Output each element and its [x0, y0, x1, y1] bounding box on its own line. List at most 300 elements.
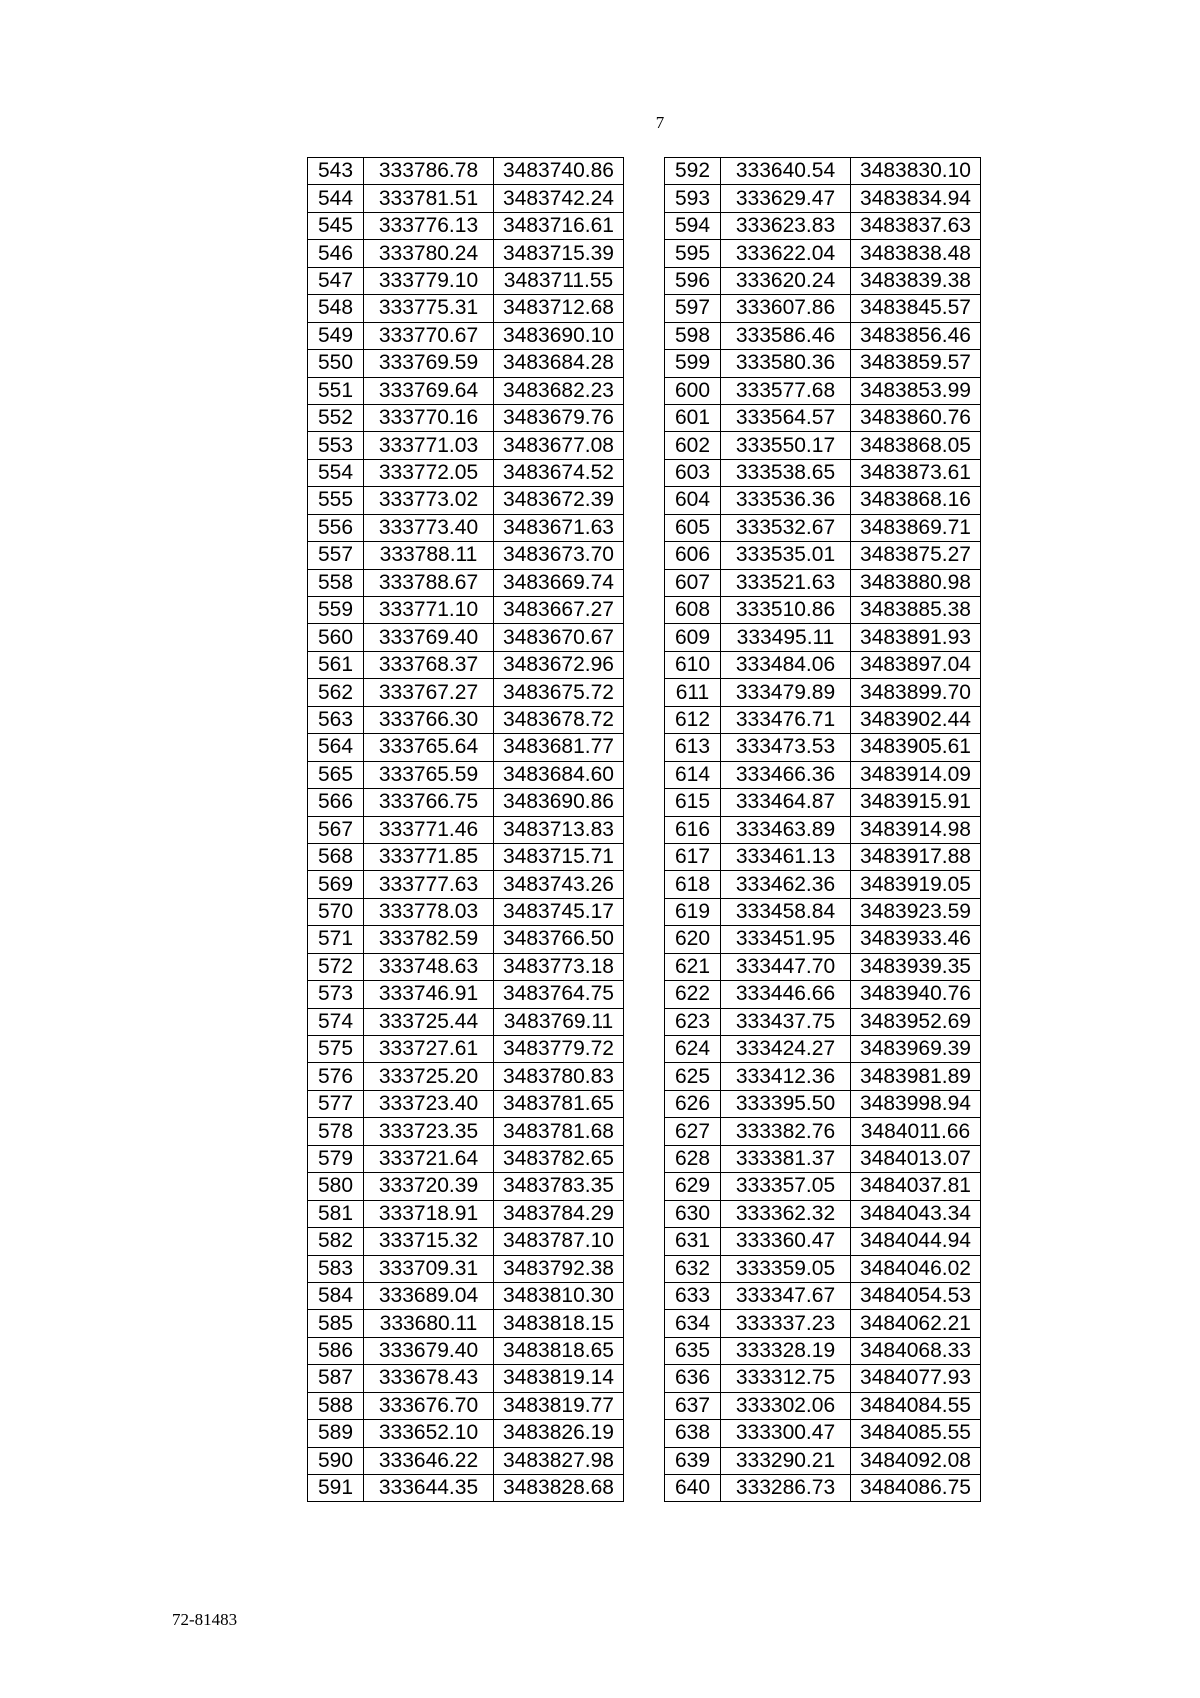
table-row — [308, 1420, 624, 1447]
table-row — [665, 597, 981, 624]
x-coordinate-cell: 333767.27 — [364, 679, 494, 706]
point-number-cell: 569 — [308, 871, 364, 898]
x-coordinate-cell: 333451.95 — [721, 926, 851, 953]
point-number-cell: 600 — [665, 377, 721, 404]
table-row — [308, 267, 624, 294]
y-coordinate-cell: 3483783.35 — [494, 1173, 624, 1200]
x-coordinate-cell: 333765.64 — [364, 734, 494, 761]
y-coordinate-cell: 3483773.18 — [494, 953, 624, 980]
point-number-cell: 546 — [308, 240, 364, 267]
table-row — [665, 706, 981, 733]
table-row — [665, 1365, 981, 1392]
x-coordinate-cell: 333723.40 — [364, 1090, 494, 1117]
point-number-cell: 597 — [665, 295, 721, 322]
y-coordinate-cell: 3483781.68 — [494, 1118, 624, 1145]
table-row — [665, 185, 981, 212]
y-coordinate-cell: 3483669.74 — [494, 569, 624, 596]
x-coordinate-cell: 333766.30 — [364, 706, 494, 733]
x-coordinate-cell: 333781.51 — [364, 185, 494, 212]
point-number-cell: 567 — [308, 816, 364, 843]
point-number-cell: 570 — [308, 898, 364, 925]
x-coordinate-cell: 333676.70 — [364, 1392, 494, 1419]
point-number-cell: 627 — [665, 1118, 721, 1145]
x-coordinate-cell: 333302.06 — [721, 1392, 851, 1419]
y-coordinate-cell: 3483780.83 — [494, 1063, 624, 1090]
table-row — [665, 295, 981, 322]
x-coordinate-cell: 333777.63 — [364, 871, 494, 898]
y-coordinate-cell: 3483784.29 — [494, 1200, 624, 1227]
table-row — [665, 898, 981, 925]
x-coordinate-cell: 333769.64 — [364, 377, 494, 404]
y-coordinate-cell: 3483819.77 — [494, 1392, 624, 1419]
table-row — [308, 871, 624, 898]
y-coordinate-cell: 3483880.98 — [851, 569, 981, 596]
x-coordinate-cell: 333768.37 — [364, 651, 494, 678]
table-row — [665, 1008, 981, 1035]
table-row — [665, 1282, 981, 1309]
y-coordinate-cell: 3483939.35 — [851, 953, 981, 980]
x-coordinate-cell: 333788.11 — [364, 542, 494, 569]
x-coordinate-cell: 333447.70 — [721, 953, 851, 980]
table-row — [308, 651, 624, 678]
y-coordinate-cell: 3484037.81 — [851, 1173, 981, 1200]
table-row — [308, 542, 624, 569]
x-coordinate-cell: 333462.36 — [721, 871, 851, 898]
y-coordinate-cell: 3483869.71 — [851, 514, 981, 541]
y-coordinate-cell: 3483715.71 — [494, 843, 624, 870]
x-coordinate-cell: 333464.87 — [721, 789, 851, 816]
y-coordinate-cell: 3483933.46 — [851, 926, 981, 953]
x-coordinate-cell: 333458.84 — [721, 898, 851, 925]
table-row — [308, 1365, 624, 1392]
x-coordinate-cell: 333771.85 — [364, 843, 494, 870]
x-coordinate-cell: 333532.67 — [721, 514, 851, 541]
point-number-cell: 588 — [308, 1392, 364, 1419]
point-number-cell: 560 — [308, 624, 364, 651]
y-coordinate-cell: 3483682.23 — [494, 377, 624, 404]
x-coordinate-cell: 333652.10 — [364, 1420, 494, 1447]
point-number-cell: 624 — [665, 1036, 721, 1063]
coordinate-table-left — [307, 157, 624, 1502]
table-row — [665, 1310, 981, 1337]
point-number-cell: 543 — [308, 158, 364, 185]
point-number-cell: 615 — [665, 789, 721, 816]
x-coordinate-cell: 333680.11 — [364, 1310, 494, 1337]
y-coordinate-cell: 3483766.50 — [494, 926, 624, 953]
x-coordinate-cell: 333362.32 — [721, 1200, 851, 1227]
x-coordinate-cell: 333778.03 — [364, 898, 494, 925]
y-coordinate-cell: 3483919.05 — [851, 871, 981, 898]
table-row — [308, 734, 624, 761]
point-number-cell: 592 — [665, 158, 721, 185]
y-coordinate-cell: 3483671.63 — [494, 514, 624, 541]
point-number-cell: 596 — [665, 267, 721, 294]
point-number-cell: 547 — [308, 267, 364, 294]
table-row — [308, 1337, 624, 1364]
point-number-cell: 582 — [308, 1228, 364, 1255]
x-coordinate-cell: 333538.65 — [721, 459, 851, 486]
y-coordinate-cell: 3483678.72 — [494, 706, 624, 733]
y-coordinate-cell: 3483792.38 — [494, 1255, 624, 1282]
y-coordinate-cell: 3483769.11 — [494, 1008, 624, 1035]
table-row — [308, 322, 624, 349]
y-coordinate-cell: 3483712.68 — [494, 295, 624, 322]
x-coordinate-cell: 333646.22 — [364, 1447, 494, 1474]
x-coordinate-cell: 333424.27 — [721, 1036, 851, 1063]
y-coordinate-cell: 3484084.55 — [851, 1392, 981, 1419]
y-coordinate-cell: 3483827.98 — [494, 1447, 624, 1474]
table-row — [665, 926, 981, 953]
table-row — [308, 597, 624, 624]
point-number-cell: 616 — [665, 816, 721, 843]
point-number-cell: 564 — [308, 734, 364, 761]
point-number-cell: 633 — [665, 1282, 721, 1309]
x-coordinate-cell: 333771.46 — [364, 816, 494, 843]
table-row — [308, 1392, 624, 1419]
x-coordinate-cell: 333776.13 — [364, 212, 494, 239]
point-number-cell: 601 — [665, 404, 721, 431]
y-coordinate-cell: 3483914.09 — [851, 761, 981, 788]
x-coordinate-cell: 333535.01 — [721, 542, 851, 569]
point-number-cell: 593 — [665, 185, 721, 212]
table-row — [665, 761, 981, 788]
y-coordinate-cell: 3483674.52 — [494, 459, 624, 486]
point-number-cell: 635 — [665, 1337, 721, 1364]
y-coordinate-cell: 3483743.26 — [494, 871, 624, 898]
point-number-cell: 632 — [665, 1255, 721, 1282]
x-coordinate-cell: 333586.46 — [721, 322, 851, 349]
x-coordinate-cell: 333623.83 — [721, 212, 851, 239]
y-coordinate-cell: 3483684.28 — [494, 350, 624, 377]
x-coordinate-cell: 333412.36 — [721, 1063, 851, 1090]
y-coordinate-cell: 3484068.33 — [851, 1337, 981, 1364]
table-row — [308, 1228, 624, 1255]
table-row — [665, 377, 981, 404]
table-row — [665, 1036, 981, 1063]
y-coordinate-cell: 3483684.60 — [494, 761, 624, 788]
point-number-cell: 607 — [665, 569, 721, 596]
x-coordinate-cell: 333644.35 — [364, 1475, 494, 1502]
table-row — [308, 1145, 624, 1172]
x-coordinate-cell: 333337.23 — [721, 1310, 851, 1337]
y-coordinate-cell: 3483670.67 — [494, 624, 624, 651]
table-row — [665, 569, 981, 596]
y-coordinate-cell: 3483981.89 — [851, 1063, 981, 1090]
x-coordinate-cell: 333689.04 — [364, 1282, 494, 1309]
point-number-cell: 628 — [665, 1145, 721, 1172]
x-coordinate-cell: 333622.04 — [721, 240, 851, 267]
x-coordinate-cell: 333715.32 — [364, 1228, 494, 1255]
point-number-cell: 636 — [665, 1365, 721, 1392]
table-row — [308, 377, 624, 404]
point-number-cell: 576 — [308, 1063, 364, 1090]
point-number-cell: 626 — [665, 1090, 721, 1117]
y-coordinate-cell: 3483853.99 — [851, 377, 981, 404]
x-coordinate-cell: 333725.20 — [364, 1063, 494, 1090]
table-row — [665, 542, 981, 569]
table-row — [308, 843, 624, 870]
y-coordinate-cell: 3483940.76 — [851, 981, 981, 1008]
point-number-cell: 609 — [665, 624, 721, 651]
y-coordinate-cell: 3483828.68 — [494, 1475, 624, 1502]
table-row — [665, 212, 981, 239]
x-coordinate-cell: 333550.17 — [721, 432, 851, 459]
x-coordinate-cell: 333640.54 — [721, 158, 851, 185]
table-row — [308, 898, 624, 925]
y-coordinate-cell: 3483917.88 — [851, 843, 981, 870]
point-number-cell: 608 — [665, 597, 721, 624]
point-number-cell: 629 — [665, 1173, 721, 1200]
table-row — [308, 158, 624, 185]
table-row — [665, 1255, 981, 1282]
x-coordinate-cell: 333727.61 — [364, 1036, 494, 1063]
table-row — [308, 926, 624, 953]
table-row — [665, 487, 981, 514]
point-number-cell: 598 — [665, 322, 721, 349]
point-number-cell: 577 — [308, 1090, 364, 1117]
table-row — [665, 981, 981, 1008]
x-coordinate-cell: 333360.47 — [721, 1228, 851, 1255]
y-coordinate-cell: 3484013.07 — [851, 1145, 981, 1172]
point-number-cell: 625 — [665, 1063, 721, 1090]
table-row — [308, 1310, 624, 1337]
x-coordinate-cell: 333773.02 — [364, 487, 494, 514]
y-coordinate-cell: 3483711.55 — [494, 267, 624, 294]
x-coordinate-cell: 333484.06 — [721, 651, 851, 678]
point-number-cell: 639 — [665, 1447, 721, 1474]
table-row — [665, 240, 981, 267]
y-coordinate-cell: 3483667.27 — [494, 597, 624, 624]
x-coordinate-cell: 333286.73 — [721, 1475, 851, 1502]
point-number-cell: 591 — [308, 1475, 364, 1502]
point-number-cell: 555 — [308, 487, 364, 514]
table-row — [308, 240, 624, 267]
x-coordinate-cell: 333775.31 — [364, 295, 494, 322]
y-coordinate-cell: 3483764.75 — [494, 981, 624, 1008]
table-row — [308, 761, 624, 788]
x-coordinate-cell: 333725.44 — [364, 1008, 494, 1035]
x-coordinate-cell: 333721.64 — [364, 1145, 494, 1172]
table-row — [308, 953, 624, 980]
table-row — [665, 1392, 981, 1419]
point-number-cell: 568 — [308, 843, 364, 870]
table-row — [665, 432, 981, 459]
point-number-cell: 604 — [665, 487, 721, 514]
table-row — [665, 514, 981, 541]
point-number-cell: 580 — [308, 1173, 364, 1200]
point-number-cell: 557 — [308, 542, 364, 569]
point-number-cell: 622 — [665, 981, 721, 1008]
point-number-cell: 620 — [665, 926, 721, 953]
table-row — [308, 1447, 624, 1474]
y-coordinate-cell: 3483745.17 — [494, 898, 624, 925]
y-coordinate-cell: 3483740.86 — [494, 158, 624, 185]
y-coordinate-cell: 3484085.55 — [851, 1420, 981, 1447]
point-number-cell: 561 — [308, 651, 364, 678]
y-coordinate-cell: 3483679.76 — [494, 404, 624, 431]
point-number-cell: 631 — [665, 1228, 721, 1255]
table-row — [308, 487, 624, 514]
point-number-cell: 590 — [308, 1447, 364, 1474]
x-coordinate-cell: 333748.63 — [364, 953, 494, 980]
y-coordinate-cell: 3483923.59 — [851, 898, 981, 925]
y-coordinate-cell: 3484046.02 — [851, 1255, 981, 1282]
x-coordinate-cell: 333782.59 — [364, 926, 494, 953]
table-row — [665, 953, 981, 980]
point-number-cell: 550 — [308, 350, 364, 377]
y-coordinate-cell: 3483716.61 — [494, 212, 624, 239]
y-coordinate-cell: 3483902.44 — [851, 706, 981, 733]
point-number-cell: 558 — [308, 569, 364, 596]
x-coordinate-cell: 333300.47 — [721, 1420, 851, 1447]
y-coordinate-cell: 3484077.93 — [851, 1365, 981, 1392]
table-row — [308, 1475, 624, 1502]
x-coordinate-cell: 333312.75 — [721, 1365, 851, 1392]
table-row — [308, 679, 624, 706]
point-number-cell: 565 — [308, 761, 364, 788]
point-number-cell: 630 — [665, 1200, 721, 1227]
x-coordinate-cell: 333629.47 — [721, 185, 851, 212]
x-coordinate-cell: 333720.39 — [364, 1173, 494, 1200]
x-coordinate-cell: 333771.10 — [364, 597, 494, 624]
table-row — [308, 459, 624, 486]
table-row — [665, 1173, 981, 1200]
y-coordinate-cell: 3483810.30 — [494, 1282, 624, 1309]
y-coordinate-cell: 3483713.83 — [494, 816, 624, 843]
y-coordinate-cell: 3483885.38 — [851, 597, 981, 624]
y-coordinate-cell: 3483834.94 — [851, 185, 981, 212]
x-coordinate-cell: 333788.67 — [364, 569, 494, 596]
point-number-cell: 559 — [308, 597, 364, 624]
y-coordinate-cell: 3483672.96 — [494, 651, 624, 678]
point-number-cell: 618 — [665, 871, 721, 898]
table-row — [308, 981, 624, 1008]
x-coordinate-cell: 333779.10 — [364, 267, 494, 294]
point-number-cell: 556 — [308, 514, 364, 541]
y-coordinate-cell: 3483875.27 — [851, 542, 981, 569]
y-coordinate-cell: 3483856.46 — [851, 322, 981, 349]
table-row — [308, 185, 624, 212]
y-coordinate-cell: 3483998.94 — [851, 1090, 981, 1117]
x-coordinate-cell: 333620.24 — [721, 267, 851, 294]
table-row — [665, 1475, 981, 1502]
x-coordinate-cell: 333786.78 — [364, 158, 494, 185]
x-coordinate-cell: 333771.03 — [364, 432, 494, 459]
x-coordinate-cell: 333521.63 — [721, 569, 851, 596]
y-coordinate-cell: 3483781.65 — [494, 1090, 624, 1117]
table-row — [308, 1282, 624, 1309]
y-coordinate-cell: 3483905.61 — [851, 734, 981, 761]
y-coordinate-cell: 3483715.39 — [494, 240, 624, 267]
point-number-cell: 594 — [665, 212, 721, 239]
table-row — [308, 1173, 624, 1200]
x-coordinate-cell: 333382.76 — [721, 1118, 851, 1145]
table-row — [308, 816, 624, 843]
y-coordinate-cell: 3483830.10 — [851, 158, 981, 185]
x-coordinate-cell: 333395.50 — [721, 1090, 851, 1117]
y-coordinate-cell: 3484044.94 — [851, 1228, 981, 1255]
point-number-cell: 617 — [665, 843, 721, 870]
y-coordinate-cell: 3483779.72 — [494, 1036, 624, 1063]
y-coordinate-cell: 3483677.08 — [494, 432, 624, 459]
y-coordinate-cell: 3483782.65 — [494, 1145, 624, 1172]
point-number-cell: 549 — [308, 322, 364, 349]
x-coordinate-cell: 333577.68 — [721, 377, 851, 404]
point-number-cell: 586 — [308, 1337, 364, 1364]
table-row — [665, 350, 981, 377]
x-coordinate-cell: 333709.31 — [364, 1255, 494, 1282]
table-row — [308, 1036, 624, 1063]
coordinate-table-right-body — [665, 158, 981, 1502]
point-number-cell: 634 — [665, 1310, 721, 1337]
x-coordinate-cell: 333357.05 — [721, 1173, 851, 1200]
x-coordinate-cell: 333536.36 — [721, 487, 851, 514]
y-coordinate-cell: 3483675.72 — [494, 679, 624, 706]
y-coordinate-cell: 3483868.16 — [851, 487, 981, 514]
x-coordinate-cell: 333328.19 — [721, 1337, 851, 1364]
table-row — [665, 651, 981, 678]
x-coordinate-cell: 333769.59 — [364, 350, 494, 377]
point-number-cell: 599 — [665, 350, 721, 377]
point-number-cell: 640 — [665, 1475, 721, 1502]
y-coordinate-cell: 3484043.34 — [851, 1200, 981, 1227]
point-number-cell: 585 — [308, 1310, 364, 1337]
table-row — [308, 1063, 624, 1090]
table-row — [308, 1118, 624, 1145]
point-number-cell: 610 — [665, 651, 721, 678]
y-coordinate-cell: 3483915.91 — [851, 789, 981, 816]
y-coordinate-cell: 3483690.10 — [494, 322, 624, 349]
table-row — [308, 1008, 624, 1035]
point-number-cell: 611 — [665, 679, 721, 706]
x-coordinate-cell: 333463.89 — [721, 816, 851, 843]
point-number-cell: 562 — [308, 679, 364, 706]
y-coordinate-cell: 3483839.38 — [851, 267, 981, 294]
point-number-cell: 552 — [308, 404, 364, 431]
table-row — [665, 843, 981, 870]
point-number-cell: 578 — [308, 1118, 364, 1145]
point-number-cell: 603 — [665, 459, 721, 486]
point-number-cell: 623 — [665, 1008, 721, 1035]
x-coordinate-cell: 333723.35 — [364, 1118, 494, 1145]
y-coordinate-cell: 3483859.57 — [851, 350, 981, 377]
x-coordinate-cell: 333769.40 — [364, 624, 494, 651]
y-coordinate-cell: 3483826.19 — [494, 1420, 624, 1447]
y-coordinate-cell: 3483819.14 — [494, 1365, 624, 1392]
table-row — [665, 679, 981, 706]
point-number-cell: 602 — [665, 432, 721, 459]
coordinate-table-left-body — [308, 158, 624, 1502]
y-coordinate-cell: 3483818.65 — [494, 1337, 624, 1364]
y-coordinate-cell: 3484054.53 — [851, 1282, 981, 1309]
y-coordinate-cell: 3483845.57 — [851, 295, 981, 322]
table-row — [308, 1200, 624, 1227]
table-row — [665, 1420, 981, 1447]
point-number-cell: 548 — [308, 295, 364, 322]
point-number-cell: 583 — [308, 1255, 364, 1282]
y-coordinate-cell: 3483673.70 — [494, 542, 624, 569]
table-row — [308, 706, 624, 733]
table-row — [665, 1200, 981, 1227]
y-coordinate-cell: 3483838.48 — [851, 240, 981, 267]
y-coordinate-cell: 3483787.10 — [494, 1228, 624, 1255]
y-coordinate-cell: 3484011.66 — [851, 1118, 981, 1145]
x-coordinate-cell: 333772.05 — [364, 459, 494, 486]
x-coordinate-cell: 333746.91 — [364, 981, 494, 1008]
point-number-cell: 563 — [308, 706, 364, 733]
table-row — [665, 1090, 981, 1117]
y-coordinate-cell: 3483690.86 — [494, 789, 624, 816]
